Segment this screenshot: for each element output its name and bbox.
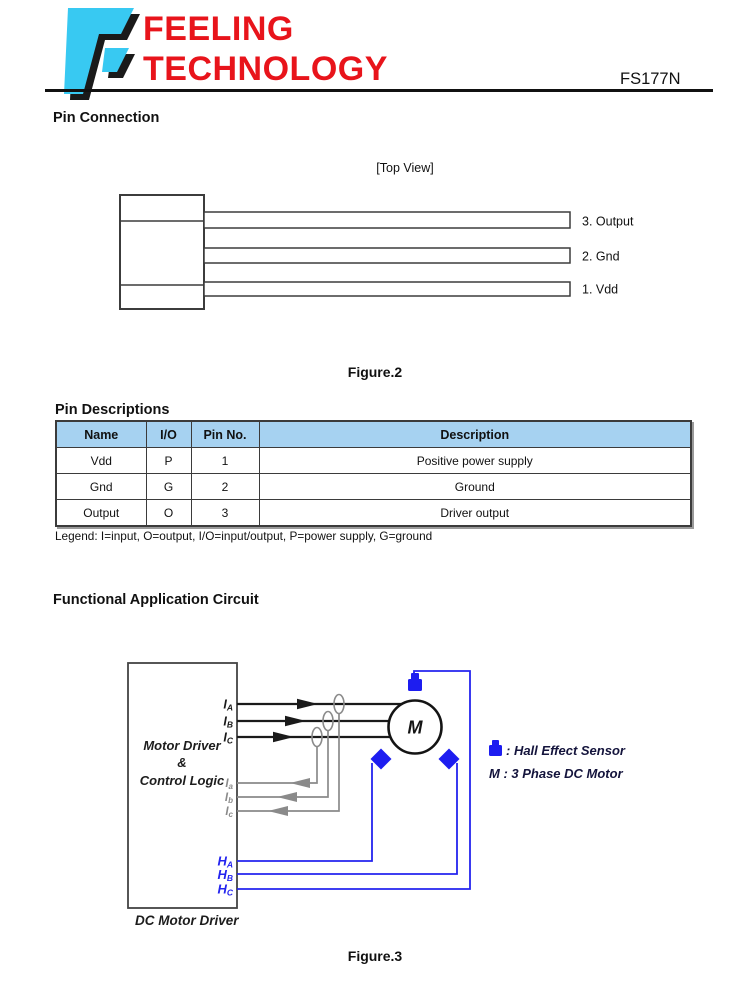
phase-output-labels	[223, 698, 233, 746]
cell-name: Vdd	[56, 448, 146, 474]
hall-wire-a	[237, 763, 372, 861]
figure3-caption: Figure.3	[347, 948, 403, 964]
legend-motor-text: M : 3 Phase DC Motor	[489, 766, 623, 781]
package-body	[120, 195, 204, 309]
pin-lead-1	[204, 282, 570, 296]
figure2-caption: Figure.2	[347, 364, 403, 380]
hall-sensor-icon	[408, 679, 422, 691]
label-hc: HC	[217, 881, 233, 898]
cell-io: G	[146, 474, 191, 500]
hall-sensor-icon	[411, 673, 419, 680]
cell-io: O	[146, 500, 191, 527]
pin-connection-diagram	[0, 150, 750, 350]
feeling-technology-logo	[50, 2, 150, 102]
sense-wires	[237, 695, 344, 812]
legend-hall-sensor-text: : Hall Effect Sensor	[506, 743, 625, 758]
driver-box-caption: DC Motor Driver	[135, 913, 239, 928]
section-title-pin-descriptions: Pin Descriptions	[55, 402, 170, 418]
pin-label-2: 2. Gnd	[582, 249, 620, 264]
pin-descriptions-table	[55, 420, 692, 527]
arrow-left-icon	[277, 792, 297, 802]
col-header-description: Description	[259, 421, 691, 448]
pin-label-1: 1. Vdd	[582, 282, 619, 297]
cell-pinno: 2	[191, 474, 259, 500]
label-ic: IC	[223, 730, 233, 746]
driver-box-label-3: Control Logic	[139, 773, 225, 788]
top-view-label: [Top View]	[376, 161, 434, 175]
cell-name: Gnd	[56, 474, 146, 500]
arrow-left-icon	[290, 778, 310, 788]
sense-wire-a	[237, 747, 317, 784]
arrow-left-icon	[268, 806, 288, 816]
hall-input-labels	[217, 854, 233, 898]
motor-label: M	[407, 717, 423, 738]
cell-pinno: 1	[191, 448, 259, 474]
table-legend: Legend: I=input, O=output, I/O=input/output, P=power supply, G=ground	[55, 529, 433, 543]
section-title-pin-connection: Pin Connection	[53, 110, 160, 126]
arrow-right-icon	[273, 732, 294, 743]
circuit-legend	[489, 740, 626, 781]
hall-sensor-legend-icon	[489, 745, 502, 756]
arrow-right-icon	[297, 699, 318, 710]
pin-lead-3	[204, 212, 570, 228]
label-hb: HB	[217, 867, 233, 883]
label-ib-fb: Ib	[224, 792, 233, 805]
hall-sensor-icon	[371, 749, 392, 770]
label-ia: IA	[223, 697, 233, 713]
part-number: FS177N	[620, 70, 681, 88]
table-row	[56, 474, 691, 500]
sense-feedback-labels	[225, 778, 234, 819]
label-ha: HA	[217, 853, 233, 870]
cell-description: Driver output	[259, 500, 691, 527]
hall-wire-b	[237, 763, 457, 874]
cell-description: Positive power supply	[259, 448, 691, 474]
cell-pinno: 3	[191, 500, 259, 527]
section-title-application-circuit: Functional Application Circuit	[53, 592, 259, 608]
application-circuit-diagram	[0, 640, 750, 940]
pin-lead-2	[204, 248, 570, 263]
brand-line2: TECHNOLOGY	[143, 50, 388, 88]
driver-box-label-2: &	[177, 755, 187, 770]
arrow-right-icon	[285, 716, 306, 727]
label-ic-fb: Ic	[225, 806, 233, 819]
cell-description: Ground	[259, 474, 691, 500]
label-ib: IB	[223, 714, 233, 730]
brand-line1: FEELING	[143, 10, 294, 48]
col-header-name: Name	[56, 421, 146, 448]
header-rule	[45, 89, 713, 92]
table-row	[56, 448, 691, 474]
label-ia-fb: Ia	[225, 778, 233, 791]
table-header-row	[56, 421, 691, 448]
sense-wire-b	[237, 731, 328, 798]
col-header-pinno: Pin No.	[191, 421, 259, 448]
driver-box-label-1: Motor Driver	[143, 738, 221, 753]
col-header-io: I/O	[146, 421, 191, 448]
table-row	[56, 500, 691, 527]
cell-io: P	[146, 448, 191, 474]
cell-name: Output	[56, 500, 146, 527]
pin-label-3: 3. Output	[582, 214, 634, 229]
